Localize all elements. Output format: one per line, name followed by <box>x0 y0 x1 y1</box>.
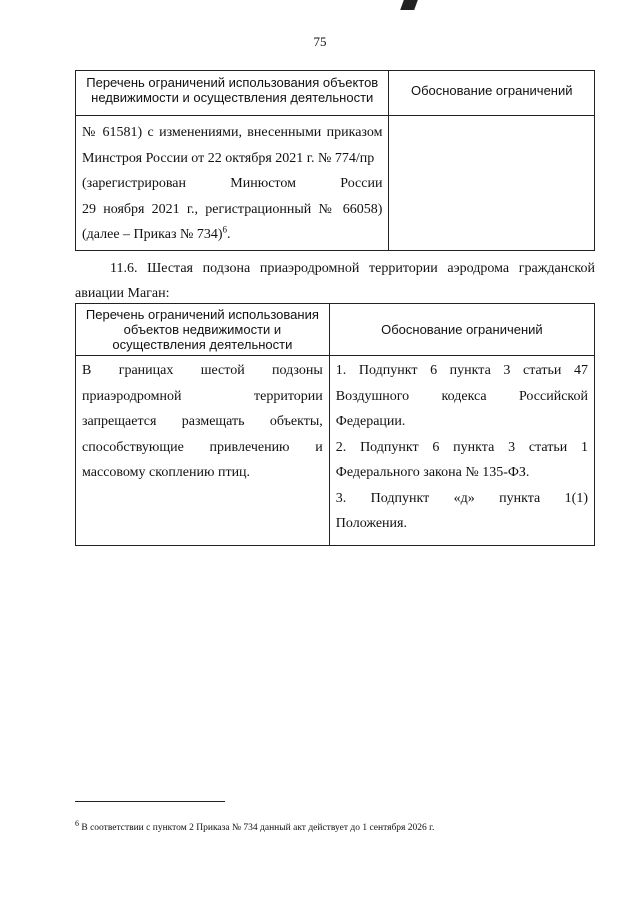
header-justification: Обоснование ограничений <box>329 304 594 356</box>
text-line: Федерального закона № 135-ФЗ. <box>335 465 530 480</box>
table-header-row <box>76 304 595 356</box>
section-paragraph <box>75 256 595 306</box>
text-fragment: (далее – Приказ № 734) <box>82 227 223 242</box>
text-line: Минстроя России от 22 октября 2021 г. № 774/пр <box>82 150 375 166</box>
text-line: Федерации. <box>335 414 406 429</box>
restrictions-cell <box>76 356 330 546</box>
text-line: Положения. <box>335 516 407 531</box>
footnote-separator <box>75 801 225 802</box>
header-restrictions-list: Перечень ограничений использования объектов недвижимости и осуществления деятельности <box>76 304 330 356</box>
table-row <box>76 356 595 546</box>
justification-cell <box>389 116 595 251</box>
text-line: массовому скоплению птиц. <box>82 465 251 480</box>
text-line: (далее – Приказ № 734)$^6$. <box>82 224 231 242</box>
table-header-row <box>76 71 595 116</box>
text-line: способствующие привлечению и <box>82 439 323 455</box>
text-line: 3. Подпункт «д» пункта 1(1) <box>335 490 588 506</box>
text-line: В границах шестой подзоны <box>82 363 323 378</box>
scan-corner-mark <box>400 0 418 10</box>
justification-cell <box>329 356 594 546</box>
text-line: (зарегистрирован Минюстом России <box>82 176 383 191</box>
text-line: приаэродромной территории <box>82 388 323 404</box>
text-line: запрещается размещать объекты, <box>82 414 323 429</box>
footnote <box>75 818 595 834</box>
text-line: 1. Подпункт 6 пункта 3 статьи 47 <box>335 363 588 378</box>
text-line: № 61581) с изменениями, внесенными приказом <box>82 125 383 140</box>
section-heading-line: авиации Маган: <box>75 286 170 301</box>
table-row <box>76 116 595 251</box>
text-line: 29 ноября 2021 г., регистрационный № 66058) <box>82 201 383 217</box>
restrictions-cell <box>76 116 389 251</box>
text-line: Воздушного кодекса Российской <box>335 388 588 404</box>
footnote-marker: 6 <box>75 818 79 828</box>
header-restrictions-list: Перечень ограничений использования объектов недвижимости и осуществления деятельности <box>76 71 389 116</box>
section-heading-line: 11.6. Шестая подзона приаэродромной территории аэродрома гражданской <box>110 261 595 276</box>
header-justification: Обоснование ограничений <box>389 71 595 116</box>
text-line: 2. Подпункт 6 пункта 3 статьи 1 <box>335 439 588 455</box>
restrictions-table-6 <box>75 303 595 546</box>
footnote-text: В соответствии с пунктом 2 Приказа № 734 данный акт действует до 1 сентября 2026 г. <box>81 823 435 833</box>
footnote-ref: 6 <box>222 224 227 235</box>
restrictions-table-continued <box>75 70 595 251</box>
page-number: 75 <box>313 34 327 49</box>
